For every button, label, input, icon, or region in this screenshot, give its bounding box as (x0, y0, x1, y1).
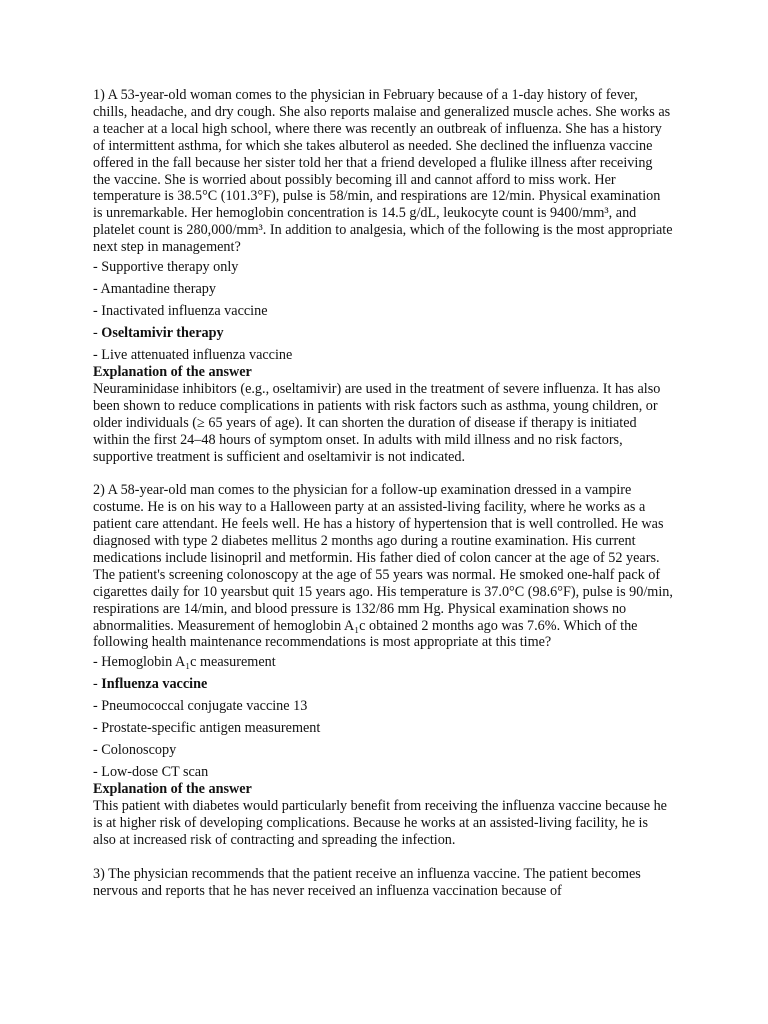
q2-option-4: - Prostate-specific antigen measurement (93, 720, 321, 737)
q1-option-3-text: Inactivated influenza vaccine (101, 303, 268, 320)
q1-option-1-text: Supportive therapy only (101, 259, 239, 276)
q1-option-4-text: Oseltamivir therapy (101, 325, 224, 342)
q1-option-4-correct: - Oseltamivir therapy (93, 325, 224, 342)
q2-explanation-heading: Explanation of the answer (93, 781, 252, 798)
q1-option-1: - Supportive therapy only (93, 259, 239, 276)
q2-option-5-text: Colonoscopy (101, 742, 177, 759)
q2-option-6: - Low-dose CT scan (93, 764, 209, 781)
question-2-options (93, 654, 673, 781)
q1-explanation-heading: Explanation of the answer (93, 363, 252, 380)
section-gap (93, 849, 673, 866)
q2-option-2-text: Influenza vaccine (101, 676, 208, 693)
q1-option-5: - Live attenuated influenza vaccine (93, 347, 293, 364)
document-page (93, 87, 673, 900)
q2-option-1: - Hemoglobin A₁c measurement (93, 654, 276, 671)
question-2-stem: 2) A 58-year-old man comes to the physician for a follow-up examination dressed in a vampire costume. He is on his way to a Halloween party at an assisted-living facility, where he works as a patient care attendant. He feels well. He has a history of hypertension that is well controlled. He was diagnosed with type 2 diabetes mellitus 2 months ago during a routine examination. His current medications include lisinopril and metformin. His father died of colon cancer at the age of 52 years. The patient's screening colonoscopy at the age of 55 years was normal. He smoked one-half pack of cigarettes daily for 10 yearsbut quit 15 years ago. His temperature is 37.0°C (98.6°F), pulse is 90/min, respirations are 14/min, and blood pressure is 132/86 mm Hg. Physical examination shows no abnormalities. Measurement of hemoglobin A₁c obtained 2 months ago was 7.6%. Which of the following health maintenance recommendations is most appropriate at this time? (93, 482, 673, 651)
q2-option-1-text: Hemoglobin A₁c measurement (101, 654, 276, 671)
q2-option-2-correct: - Influenza vaccine (93, 676, 208, 693)
question-1-options (93, 259, 673, 364)
question-1-stem: 1) A 53-year-old woman comes to the physician in February because of a 1-day history of fever, chills, headache, and dry cough. She also reports malaise and generalized muscle aches. She works as a teacher at a local high school, where there was recently an outbreak of influenza. She has a history of intermittent asthma, for which she takes albuterol as needed. She declined the influenza vaccine offered in the fall because her sister told her that a friend developed a flulike illness after receiving the vaccine. She is worried about possibly becoming ill and cannot afford to miss work. Her temperature is 38.5°C (101.3°F), pulse is 58/min, and respirations are 12/min. Physical examination is unremarkable. Her hemoglobin concentration is 14.5 g/dL, leukocyte count is 9400/mm³, and platelet count is 280,000/mm³. In addition to analgesia, which of the following is the most appropriate next step in management? (93, 87, 673, 256)
question-3-stem: 3) The physician recommends that the patient receive an influenza vaccine. The patient becomes nervous and reports that he has never received an influenza vaccination because of (93, 865, 641, 899)
q1-option-2: - Amantadine therapy (93, 281, 216, 298)
q1-option-5-text: Live attenuated influenza vaccine (101, 347, 293, 364)
q2-option-6-text: Low-dose CT scan (101, 764, 209, 781)
section-gap (93, 465, 673, 482)
q1-option-3: - Inactivated influenza vaccine (93, 303, 268, 320)
q2-option-3-text: Pneumococcal conjugate vaccine 13 (101, 698, 308, 715)
q2-option-4-text: Prostate-specific antigen measurement (101, 720, 321, 737)
q2-option-3: - Pneumococcal conjugate vaccine 13 (93, 698, 308, 715)
q1-explanation: Neuraminidase inhibitors (e.g., oseltamivir) are used in the treatment of severe influenza. It has also been shown to reduce complications in patients with risk factors such as asthma, young children, or older individuals (≥ 65 years of age). It can shorten the duration of disease if therapy is initiated within the first 24–48 hours of symptom onset. In adults with mild illness and no risk factors, supportive treatment is sufficient and oseltamivir is not indicated. (93, 380, 661, 465)
q1-option-2-text: Amantadine therapy (100, 281, 216, 298)
q2-option-5: - Colonoscopy (93, 742, 177, 759)
q2-explanation: This patient with diabetes would particularly benefit from receiving the influenza vaccine because he is at higher risk of developing complications. Because he works at an assisted-living facility, he is also at increased risk of contracting and spreading the infection. (93, 798, 667, 848)
